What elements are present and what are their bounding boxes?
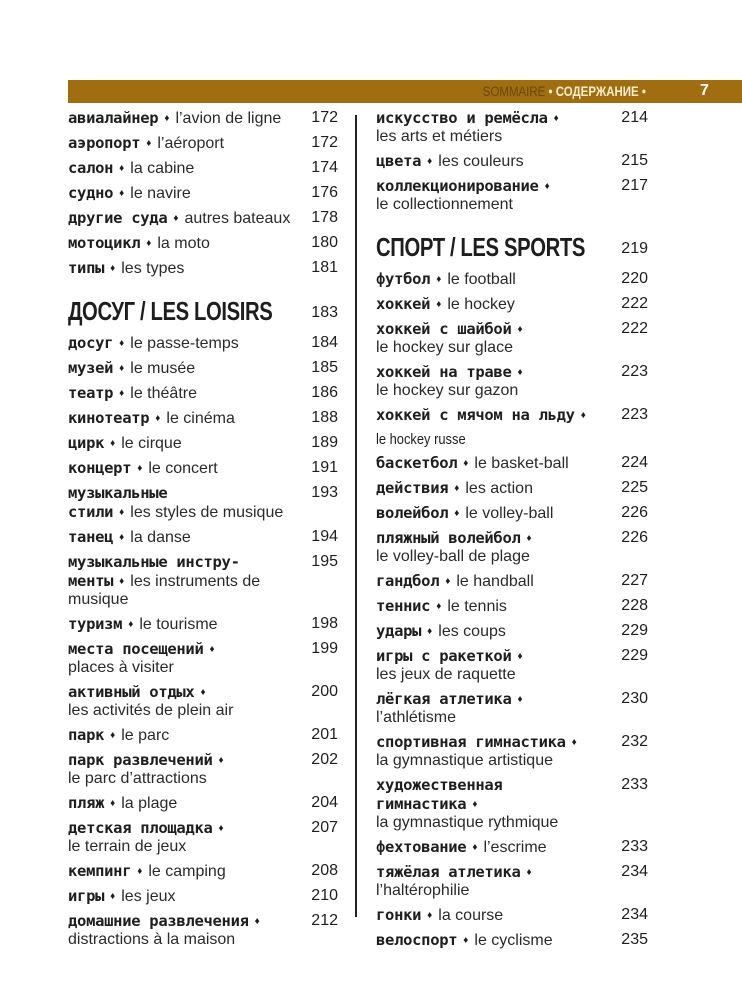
diamond-bullet-icon: ♦: [119, 576, 125, 587]
entry-russian: фехтование: [376, 838, 467, 856]
toc-entry: [376, 152, 648, 171]
toc-entry: [68, 234, 338, 253]
diamond-bullet-icon: ♦: [173, 213, 179, 224]
toc-entry: [68, 409, 338, 428]
entry-french-extra: le hockey russe: [376, 431, 466, 448]
entry-russian: волейбол: [376, 504, 449, 522]
diamond-bullet-icon: ♦: [128, 619, 134, 630]
entry-french: le théâtre: [130, 385, 197, 402]
diamond-bullet-icon: ♦: [209, 644, 215, 655]
entry-french: la gymnastique artistique: [376, 752, 553, 769]
toc-entry: [68, 819, 338, 856]
entry-page: 230: [621, 690, 648, 707]
entry-page: 228: [621, 597, 648, 614]
entry-french: places à visiter: [68, 659, 174, 676]
entry-french: l’avion de ligne: [175, 110, 282, 127]
diamond-bullet-icon: ♦: [200, 687, 206, 698]
header-sep2: •: [641, 83, 646, 99]
toc-entry: [376, 838, 648, 857]
entry-french: le terrain de jeux: [68, 838, 187, 855]
entry-page: 172: [311, 109, 338, 126]
entry-russian: туризм: [68, 615, 123, 633]
entry-french: le volley-ball de plage: [376, 548, 530, 565]
entry-russian: действия: [376, 479, 449, 497]
diamond-bullet-icon: ♦: [526, 867, 532, 878]
entry-russian: активный отдых: [68, 683, 195, 701]
entry-french: le cyclisme: [474, 932, 553, 949]
entry-page: 208: [311, 862, 338, 879]
entry-russian: велоспорт: [376, 931, 458, 949]
entry-page: 193: [311, 484, 338, 501]
toc-entry: [376, 320, 648, 357]
entry-russian: тяжёлая атлетика: [376, 863, 521, 881]
entry-french: le handball: [456, 573, 534, 590]
toc-entry: [376, 622, 648, 641]
header-ru: СОДЕРЖАНИЕ: [555, 83, 639, 99]
toc-entry: [68, 912, 338, 949]
entry-french: la gymnastique rythmique: [376, 814, 559, 831]
entry-russian: хоккей: [376, 295, 431, 313]
diamond-bullet-icon: ♦: [119, 507, 125, 518]
page-number: 7: [700, 82, 709, 99]
entry-russian: театр: [68, 384, 114, 402]
entry-page: 226: [621, 529, 648, 546]
entry-russian: гандбол: [376, 572, 440, 590]
entry-russian: места посещений: [68, 640, 204, 658]
entry-french: le basket-ball: [474, 455, 569, 472]
entry-french: le tourisme: [139, 616, 218, 633]
toc-entry: [376, 906, 648, 925]
entry-page: 220: [621, 270, 648, 287]
entry-russian: художественная гимнастика: [376, 776, 503, 813]
entry-page: 233: [621, 838, 648, 855]
entry-russian: парк: [68, 726, 105, 744]
entry-russian: кинотеатр: [68, 409, 150, 427]
toc-entry: [376, 177, 648, 214]
toc-entry: [68, 751, 338, 788]
entry-russian: коллекционирование: [376, 177, 539, 195]
section-page: 183: [311, 304, 338, 321]
toc-entry: [68, 528, 338, 547]
entry-french: les instruments de musique: [68, 573, 261, 608]
toc-entry: [376, 479, 648, 498]
diamond-bullet-icon: ♦: [110, 891, 116, 902]
entry-russian: досуг: [68, 334, 114, 352]
entry-russian: хоккей с шайбой: [376, 320, 512, 338]
entry-russian: удары: [376, 622, 422, 640]
right-column: [376, 109, 648, 956]
entry-page: 222: [621, 295, 648, 312]
entry-russian: хоккей с мячом на льду: [376, 406, 575, 424]
entry-russian: мотоцикл: [68, 234, 141, 252]
toc-entry: [376, 863, 648, 900]
diamond-bullet-icon: ♦: [137, 866, 143, 877]
toc-entry: [376, 572, 648, 591]
entry-french: les arts et métiers: [376, 128, 503, 145]
diamond-bullet-icon: ♦: [146, 238, 152, 249]
entry-russian: детская площадка: [68, 819, 213, 837]
entry-french: le navire: [130, 185, 191, 202]
toc-entry: [376, 647, 648, 684]
entry-french: les types: [121, 260, 185, 277]
entry-russian: пляжный волейбол: [376, 529, 521, 547]
toc-entry: [376, 363, 648, 400]
diamond-bullet-icon: ♦: [218, 755, 224, 766]
entry-french: le hockey: [447, 296, 515, 313]
diamond-bullet-icon: ♦: [119, 188, 125, 199]
header-fr: SOMMAIRE: [482, 83, 546, 99]
entry-page: 191: [311, 459, 338, 476]
diamond-bullet-icon: ♦: [110, 263, 116, 274]
toc-entry: [376, 270, 648, 289]
entry-russian: музыкальные инстру- менты: [68, 553, 240, 590]
diamond-bullet-icon: ♦: [427, 910, 433, 921]
entry-page: 229: [621, 622, 648, 639]
entry-page: 184: [311, 334, 338, 351]
diamond-bullet-icon: ♦: [110, 798, 116, 809]
entry-russian: музыкальные стили: [68, 484, 168, 521]
entry-french: autres bateaux: [184, 210, 291, 227]
toc-entry: [68, 109, 338, 128]
entry-french: les activités de plein air: [68, 702, 234, 719]
section-title: СПОРТ / LES SPORTS: [376, 232, 585, 262]
entry-page: 181: [311, 259, 338, 276]
entry-russian: кемпинг: [68, 862, 132, 880]
entry-russian: спортивная гимнастика: [376, 733, 566, 751]
diamond-bullet-icon: ♦: [146, 138, 152, 149]
entry-french: l’athlétisme: [376, 709, 457, 726]
diamond-bullet-icon: ♦: [119, 532, 125, 543]
diamond-bullet-icon: ♦: [454, 508, 460, 519]
entry-french: le hockey sur glace: [376, 339, 513, 356]
diamond-bullet-icon: ♦: [544, 181, 550, 192]
diamond-bullet-icon: ♦: [155, 413, 161, 424]
entry-russian: теннис: [376, 597, 431, 615]
entry-french: le musée: [130, 360, 196, 377]
entry-french: les coups: [438, 623, 506, 640]
entry-russian: аэропорт: [68, 134, 141, 152]
diamond-bullet-icon: ♦: [119, 363, 125, 374]
entry-page: 186: [311, 384, 338, 401]
diamond-bullet-icon: ♦: [517, 367, 523, 378]
entry-page: 194: [311, 528, 338, 545]
entry-russian: другие суда: [68, 209, 168, 227]
diamond-bullet-icon: ♦: [436, 601, 442, 612]
entry-french: les jeux: [121, 888, 176, 905]
entry-page: 222: [621, 320, 648, 337]
diamond-bullet-icon: ♦: [517, 651, 523, 662]
entry-russian: баскетбол: [376, 454, 458, 472]
entry-page: 226: [621, 504, 648, 521]
entry-french: la moto: [157, 235, 210, 252]
toc-entry: [376, 931, 648, 950]
entry-page: 180: [311, 234, 338, 251]
diamond-bullet-icon: ♦: [254, 916, 260, 927]
toc-entry: [68, 553, 338, 609]
diamond-bullet-icon: ♦: [463, 458, 469, 469]
entry-page: 234: [621, 863, 648, 880]
diamond-bullet-icon: ♦: [463, 935, 469, 946]
section-title: ДОСУГ / LES LOISIRS: [68, 296, 273, 326]
entry-russian: танец: [68, 528, 114, 546]
toc-entry: [376, 406, 648, 448]
entry-french: la danse: [130, 529, 191, 546]
entry-page: 202: [311, 751, 338, 768]
toc-entry: [68, 209, 338, 228]
diamond-bullet-icon: ♦: [218, 823, 224, 834]
section-page: 219: [621, 240, 648, 257]
entry-french: la plage: [121, 795, 178, 812]
entry-page: 224: [621, 454, 648, 471]
entry-page: 225: [621, 479, 648, 496]
toc-entry: [68, 459, 338, 478]
entry-french: les jeux de raquette: [376, 666, 516, 683]
entry-russian: игры с ракеткой: [376, 647, 512, 665]
toc-entry: [68, 384, 338, 403]
header-sep: •: [548, 83, 553, 99]
diamond-bullet-icon: ♦: [110, 730, 116, 741]
diamond-bullet-icon: ♦: [454, 483, 460, 494]
entry-russian: концерт: [68, 459, 132, 477]
diamond-bullet-icon: ♦: [427, 156, 433, 167]
diamond-bullet-icon: ♦: [119, 163, 125, 174]
left-column: [68, 109, 338, 955]
entry-french: le football: [447, 271, 516, 288]
toc-entry: [376, 109, 648, 146]
toc-entry: [68, 259, 338, 278]
toc-entry: [376, 776, 648, 832]
entry-page: 207: [311, 819, 338, 836]
entry-russian: парк развлечений: [68, 751, 213, 769]
entry-page: 172: [311, 134, 338, 151]
entry-page: 223: [621, 363, 648, 380]
entry-page: 178: [311, 209, 338, 226]
section-heading: [68, 296, 338, 326]
entry-russian: игры: [68, 887, 105, 905]
entry-french: la cabine: [130, 160, 195, 177]
entry-page: 232: [621, 733, 648, 750]
entry-page: 214: [621, 109, 648, 126]
toc-entry: [68, 794, 338, 813]
toc-entry: [68, 334, 338, 353]
entry-french: le collectionnement: [376, 196, 513, 213]
diamond-bullet-icon: ♦: [164, 113, 170, 124]
toc-entry: [68, 615, 338, 634]
toc-entry: [68, 683, 338, 720]
entry-page: 217: [621, 177, 648, 194]
entry-french: le passe-temps: [130, 335, 239, 352]
diamond-bullet-icon: ♦: [119, 338, 125, 349]
toc-entry: [376, 597, 648, 616]
entry-french: le camping: [148, 863, 226, 880]
diamond-bullet-icon: ♦: [472, 799, 478, 810]
toc-entry: [68, 640, 338, 677]
entry-french: l’escrime: [483, 839, 547, 856]
entry-page: 195: [311, 553, 338, 570]
toc-entry: [376, 295, 648, 314]
toc-entry: [68, 726, 338, 745]
entry-russian: судно: [68, 184, 114, 202]
entry-french: distractions à la maison: [68, 931, 236, 948]
diamond-bullet-icon: ♦: [436, 274, 442, 285]
entry-russian: цирк: [68, 434, 105, 452]
diamond-bullet-icon: ♦: [472, 842, 478, 853]
diamond-bullet-icon: ♦: [137, 463, 143, 474]
entry-page: 198: [311, 615, 338, 632]
entry-page: 204: [311, 794, 338, 811]
toc-entry: [376, 504, 648, 523]
entry-french: le hockey sur gazon: [376, 382, 519, 399]
entry-russian: салон: [68, 159, 114, 177]
entry-french: le concert: [148, 460, 218, 477]
toc-entry: [68, 184, 338, 203]
diamond-bullet-icon: ♦: [526, 533, 532, 544]
entry-page: 223: [621, 406, 648, 423]
entry-russian: футбол: [376, 270, 431, 288]
entry-page: 174: [311, 159, 338, 176]
entry-french: le cirque: [121, 435, 182, 452]
diamond-bullet-icon: ♦: [571, 737, 577, 748]
entry-french: l’haltérophilie: [376, 882, 470, 899]
section-heading: [376, 232, 648, 262]
entry-french: les couleurs: [438, 153, 524, 170]
entry-russian: цвета: [376, 152, 422, 170]
entry-page: 233: [621, 776, 648, 793]
entry-page: 210: [311, 887, 338, 904]
header-title: [483, 83, 646, 99]
toc-entry: [68, 134, 338, 153]
diamond-bullet-icon: ♦: [553, 113, 559, 124]
toc-entry: [68, 887, 338, 906]
diamond-bullet-icon: ♦: [517, 324, 523, 335]
entry-page: 185: [311, 359, 338, 376]
entry-page: 215: [621, 152, 648, 169]
entry-page: 234: [621, 906, 648, 923]
entry-page: 176: [311, 184, 338, 201]
entry-french: la course: [438, 907, 504, 924]
entry-russian: музей: [68, 359, 114, 377]
toc-entry: [68, 359, 338, 378]
entry-russian: типы: [68, 259, 105, 277]
toc-entry: [68, 434, 338, 453]
entry-russian: хоккей на траве: [376, 363, 512, 381]
diamond-bullet-icon: ♦: [517, 694, 523, 705]
diamond-bullet-icon: ♦: [110, 438, 116, 449]
toc-entry: [376, 733, 648, 770]
toc-entry: [68, 159, 338, 178]
diamond-bullet-icon: ♦: [436, 299, 442, 310]
diamond-bullet-icon: ♦: [427, 626, 433, 637]
entry-page: 235: [621, 931, 648, 948]
entry-russian: авиалайнер: [68, 109, 159, 127]
header-bar: [68, 80, 742, 103]
entry-page: 229: [621, 647, 648, 664]
entry-russian: домашние развлечения: [68, 912, 249, 930]
toc-entry: [68, 862, 338, 881]
entry-page: 201: [311, 726, 338, 743]
entry-page: 189: [311, 434, 338, 451]
entry-french: les action: [465, 480, 533, 497]
diamond-bullet-icon: ♦: [119, 388, 125, 399]
toc-entry: [376, 690, 648, 727]
entry-russian: гонки: [376, 906, 422, 924]
entry-page: 199: [311, 640, 338, 657]
entry-page: 200: [311, 683, 338, 700]
diamond-bullet-icon: ♦: [580, 410, 586, 421]
entry-french: le tennis: [447, 598, 507, 615]
entry-russian: лёгкая атлетика: [376, 690, 512, 708]
toc-entry: [68, 484, 338, 522]
toc-entry: [376, 454, 648, 473]
entry-page: 212: [311, 912, 338, 929]
entry-french: le cinéma: [166, 410, 235, 427]
entry-french: le parc d’attractions: [68, 770, 207, 787]
diamond-bullet-icon: ♦: [445, 576, 451, 587]
entry-russian: искусство и ремёсла: [376, 109, 548, 127]
entry-french: les styles de musique: [130, 504, 284, 521]
column-divider: [355, 115, 357, 917]
toc-entry: [376, 529, 648, 566]
entry-russian: пляж: [68, 794, 105, 812]
entry-page: 188: [311, 409, 338, 426]
entry-french: le parc: [121, 727, 170, 744]
entry-french: l’aéroport: [157, 135, 225, 152]
entry-french: le volley-ball: [465, 505, 554, 522]
entry-page: 227: [621, 572, 648, 589]
